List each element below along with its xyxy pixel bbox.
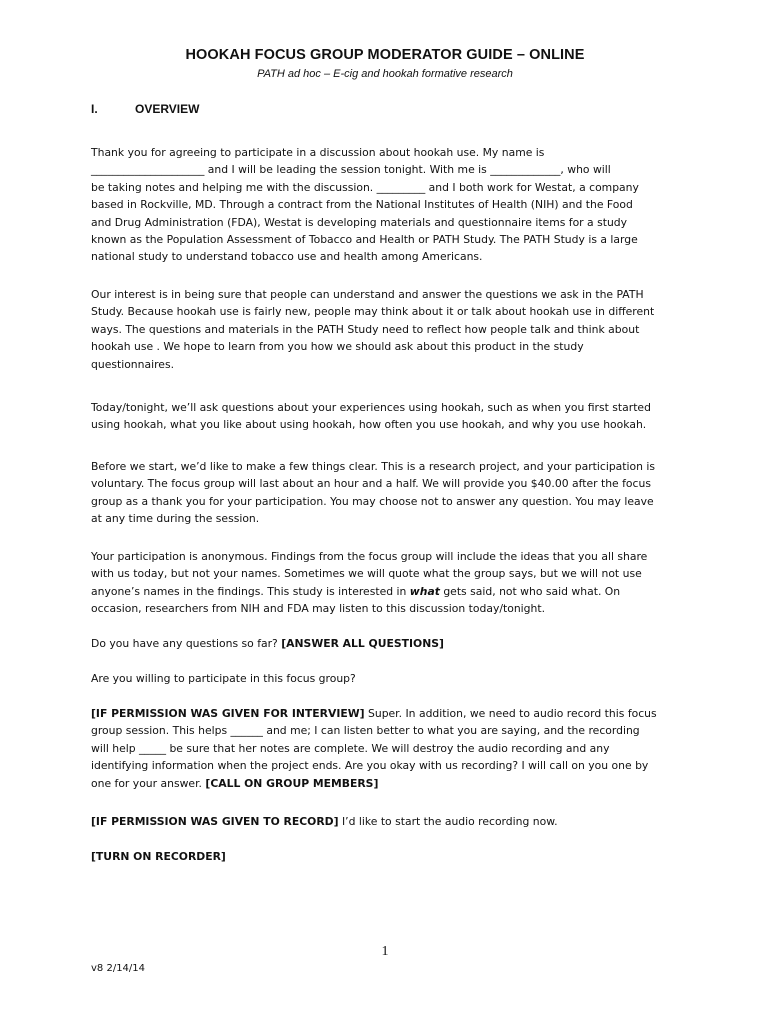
instruction-turn-on-recorder: [TURN ON RECORDER] (91, 850, 226, 863)
document-subtitle: PATH ad hoc – E-cig and hookah formative research (257, 68, 513, 80)
section-number: I. (91, 102, 98, 116)
paragraph-line: Before we start, we’d like to make a few things clear. This is a research project, and your participation is (91, 460, 656, 473)
paragraph-line: based in Rockville, MD. Through a contract from the National Institutes of Health (NIH) and the Food (91, 198, 633, 212)
text-run: anyone’s names in the findings. This study is interested in (91, 584, 410, 598)
paragraph-any-questions (91, 635, 691, 652)
paragraph-anonymous (91, 548, 691, 618)
paragraph-line: Thank you for agreeing to participate in a discussion about hookah use. My name is (91, 146, 545, 159)
paragraph-line: voluntary. The focus group will last about an hour and a half. We will provide you $40.00 after the focus (91, 477, 651, 491)
instruction-answer-questions: [ANSWER ALL QUESTIONS] (281, 637, 444, 650)
paragraph-line: identifying information when the project ends. Are you okay with us recording? I will call on you one by (91, 759, 649, 773)
section-heading (91, 102, 199, 116)
paragraph-line: occasion, researchers from NIH and FDA may listen to this discussion today/tonight. (91, 602, 546, 616)
paragraph-voluntary (91, 458, 691, 528)
instruction-call-on-members: [CALL ON GROUP MEMBERS] (205, 776, 379, 790)
section-title: OVERVIEW (135, 102, 200, 116)
paragraph-line: be taking notes and helping me with the discussion. _________ and I both work for Westat, a company (91, 180, 639, 194)
paragraph-line (91, 705, 691, 722)
paragraph-line: national study to understand tobacco use and health among Americans. (91, 250, 483, 264)
paragraph-line: Your participation is anonymous. Findings from the focus group will include the ideas that you all share (91, 550, 648, 563)
text-run: I’d like to start the audio recording now. (338, 815, 558, 828)
paragraph-line: with us today, but not your names. Sometimes we will quote what the group says, but we will not use (91, 567, 642, 581)
version-footer: v8 2/14/14 (91, 963, 146, 974)
paragraph-line (91, 775, 691, 792)
paragraph-line: _____________________ and I will be leading the session tonight. With me is _____________, who will (91, 163, 611, 177)
paragraph-line: Study. Because hookah use is fairly new, people may think about it or talk about hookah use in different (91, 305, 655, 319)
paragraph-line: questionnaires. (91, 357, 175, 371)
paragraph-line: and Drug Administration (FDA), Westat is developing materials and questionnaire items for a study (91, 215, 628, 229)
paragraph-line: Today/tonight, we’ll ask questions about your experiences using hookah, such as when you first started (91, 401, 651, 414)
paragraph-willing: Are you willing to participate in this focus group? (91, 672, 356, 685)
paragraph-interest (91, 286, 691, 373)
instruction-permission-record: [IF PERMISSION WAS GIVEN TO RECORD] (91, 815, 339, 828)
paragraph-line (91, 583, 691, 600)
paragraph-intro (91, 144, 691, 266)
paragraph-line: hookah use . We hope to learn from you how we should ask about this product in the study (91, 340, 584, 354)
paragraph-line: using hookah, what you like about using hookah, how often you use hookah, and why you use hookah. (91, 418, 647, 432)
paragraph-line: will help _____ be sure that her notes are complete. We will destroy the audio recording and any (91, 741, 610, 755)
paragraph-line: group as a thank you for your participation. You may choose not to answer any question. You may leave (91, 494, 654, 508)
text-run: Super. In addition, we need to audio record this focus (364, 707, 657, 720)
text-run: Do you have any questions so far? (91, 637, 282, 650)
paragraph-start-recording (91, 813, 691, 830)
paragraph-line: group session. This helps ______ and me; I can listen better to what you are saying, and the recording (91, 724, 640, 738)
page-number: 1 (381, 944, 389, 959)
emphasis-what: what (409, 584, 440, 598)
text-run: gets said, not who said what. On (439, 584, 621, 598)
paragraph-line: Our interest is in being sure that people can understand and answer the questions we ask in the PATH (91, 288, 644, 301)
paragraph-recording-permission (91, 705, 691, 792)
text-run: one for your answer. (91, 776, 206, 790)
document-title: HOOKAH FOCUS GROUP MODERATOR GUIDE – ONLINE (185, 47, 585, 63)
instruction-permission-interview: [IF PERMISSION WAS GIVEN FOR INTERVIEW] (91, 707, 365, 720)
paragraph-line: known as the Population Assessment of Tobacco and Health or PATH Study. The PATH Study is a large (91, 233, 638, 247)
paragraph-line: ways. The questions and materials in the PATH Study need to reflect how people talk and think about (91, 322, 640, 336)
paragraph-questions-topics (91, 399, 691, 434)
paragraph-line: at any time during the session. (91, 512, 260, 526)
